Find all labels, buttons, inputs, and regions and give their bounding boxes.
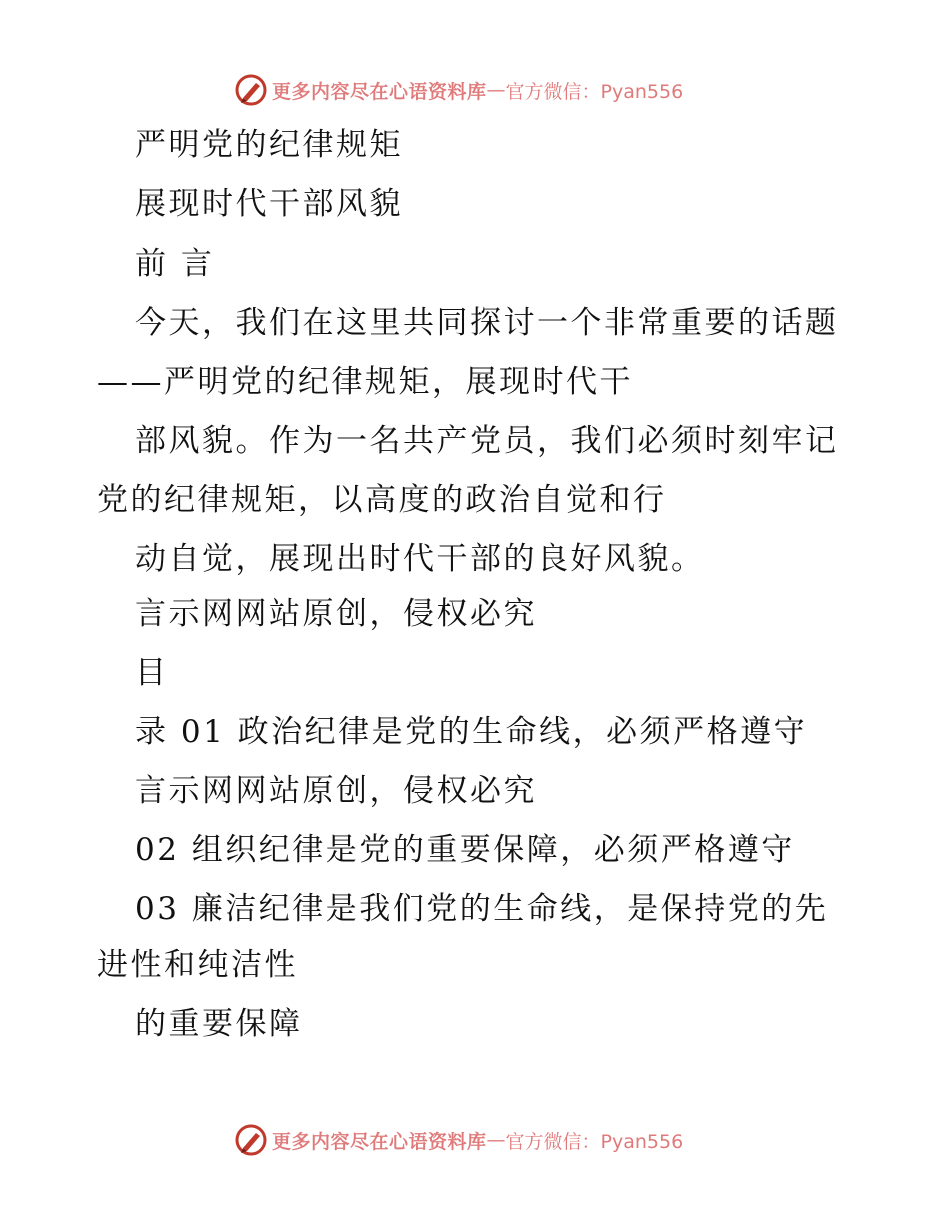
toc-item: 03 廉洁纪律是我们党的生命线，是保持党的先 bbox=[135, 891, 829, 927]
header-banner bbox=[234, 72, 683, 108]
paragraph-line: 部风貌。作为一名共产党员，我们必须时刻牢记 bbox=[135, 423, 839, 459]
paragraph-line: 党的纪律规矩，以高度的政治自觉和行 bbox=[97, 482, 667, 518]
footer-banner-text: 更多内容尽在心语资料库 bbox=[272, 1130, 487, 1153]
doc-title-line-1: 严明党的纪律规矩 bbox=[135, 127, 403, 163]
toc-item-continuation: 的重要保障 bbox=[135, 1006, 303, 1042]
toc-item: 录 01 政治纪律是党的生命线，必须严格遵守 bbox=[135, 714, 808, 750]
footer-separator: — bbox=[486, 1129, 506, 1151]
toc-item: 02 组织纪律是党的重要保障，必须严格遵守 bbox=[135, 832, 795, 868]
paragraph-line: ——严明党的纪律规矩，展现时代干 bbox=[97, 364, 633, 400]
toc-heading: 目 bbox=[135, 655, 169, 691]
copyright-notice: 言示网网站原创，侵权必究 bbox=[135, 773, 537, 809]
header-wechat: 官方微信：Pyan556 bbox=[505, 80, 684, 103]
pen-logo-icon bbox=[234, 73, 268, 107]
copyright-notice: 言示网网站原创，侵权必究 bbox=[135, 596, 537, 632]
footer-wechat: 官方微信：Pyan556 bbox=[505, 1130, 684, 1153]
preface-heading: 前 言 bbox=[135, 246, 215, 282]
pen-logo-icon bbox=[234, 1123, 268, 1157]
doc-title-line-2: 展现时代干部风貌 bbox=[135, 186, 403, 222]
header-banner-text: 更多内容尽在心语资料库 bbox=[272, 80, 487, 103]
paragraph-line: 动自觉，展现出时代干部的良好风貌。 bbox=[135, 541, 705, 577]
toc-item-continuation: 进性和纯洁性 bbox=[97, 947, 298, 983]
footer-banner bbox=[234, 1122, 683, 1158]
paragraph-line: 今天，我们在这里共同探讨一个非常重要的话题 bbox=[135, 305, 839, 341]
header-separator: — bbox=[486, 79, 506, 101]
